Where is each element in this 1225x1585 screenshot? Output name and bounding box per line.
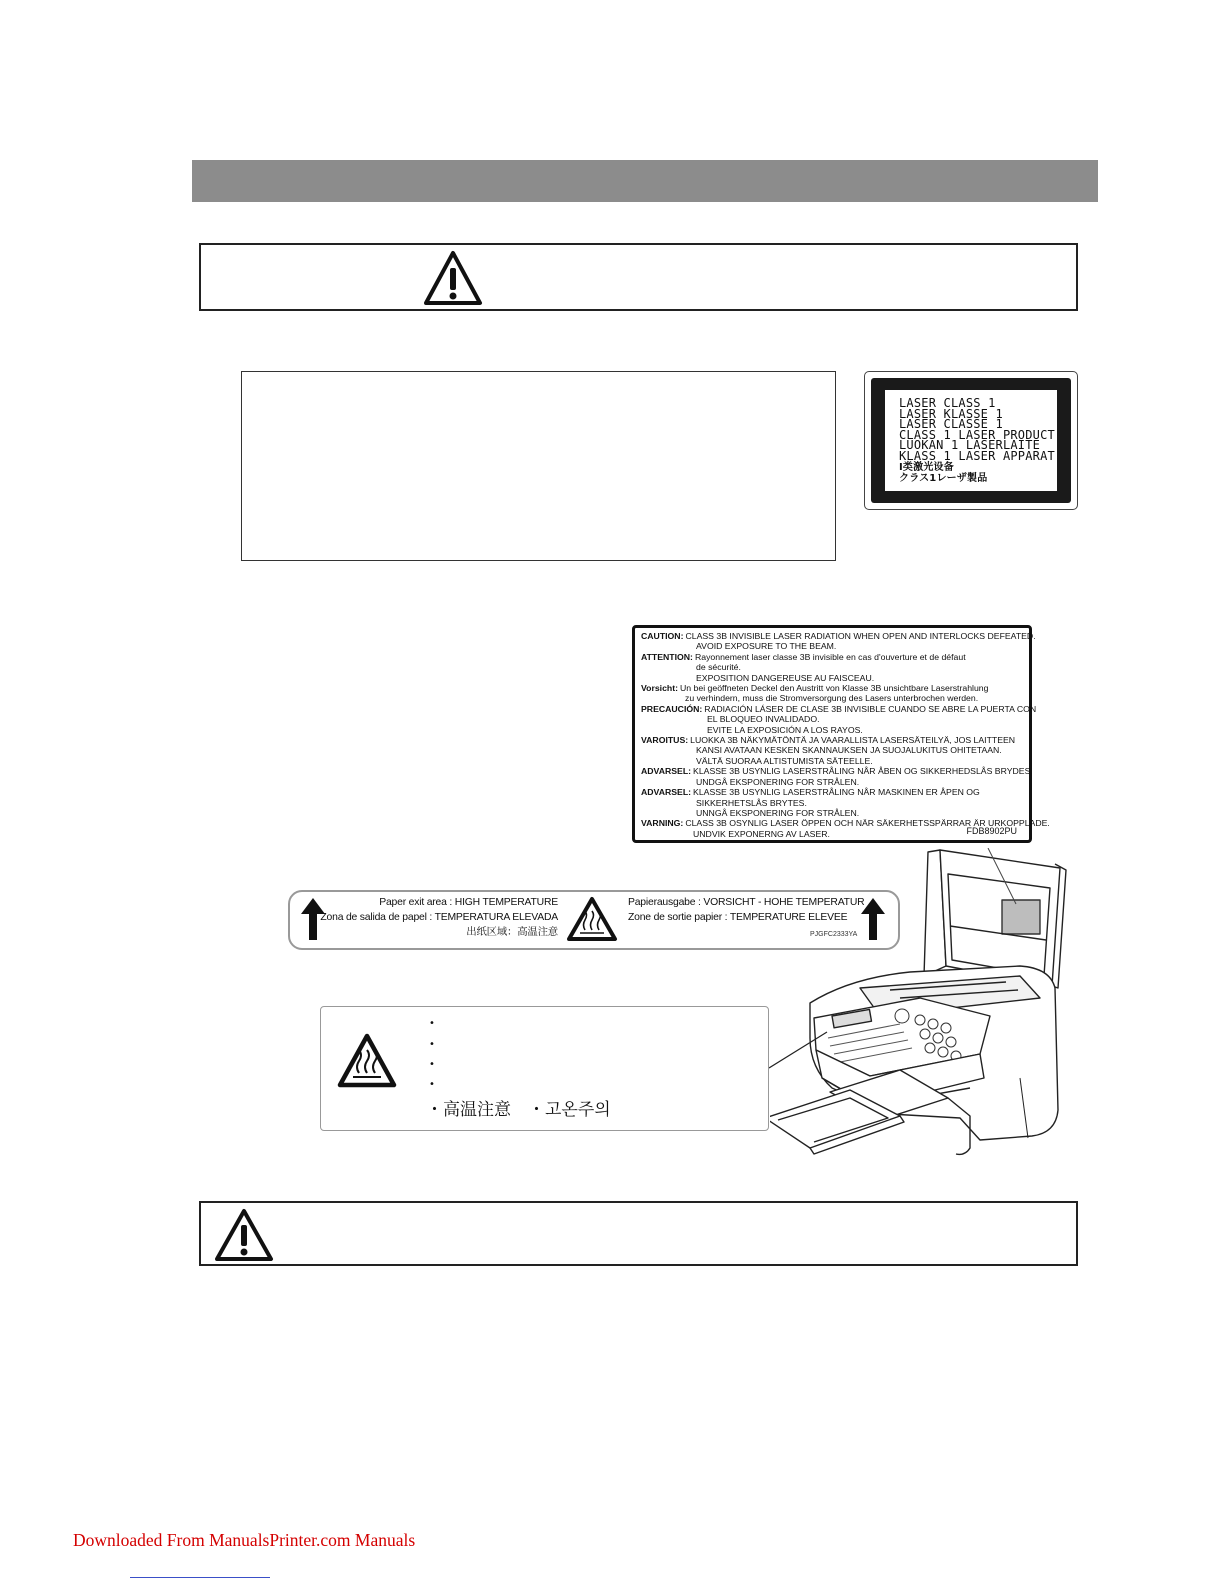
bullet-point: • (429, 1079, 435, 1090)
caution-text: Un bei geöffneten Deckel den Austritt von Klasse 3B unsichtbare Laserstrahlung (680, 683, 989, 694)
laser-notice-frame (241, 371, 836, 561)
laser-class-line: LUOKAN 1 LASERLAITE (899, 438, 1041, 453)
paper-exit-line: Zone de sortie papier : TEMPERATURE ELEVEE (628, 912, 848, 923)
paper-exit-label-code: PJGFC2333YA (810, 931, 858, 938)
caution-key: Vorsicht: (641, 683, 679, 694)
paper-exit-text-right (628, 895, 864, 925)
hot-label-connector-line (769, 1030, 829, 1070)
hot-surface-cjk-text: ・高温注意 ・고온주의 (426, 1100, 611, 1120)
caution-text: UNDVIK EXPONERNG AV LASER. (693, 828, 830, 839)
hot-surface-warning-icon (337, 1033, 397, 1089)
hot-surface-label (320, 1006, 769, 1131)
caution-text: KLASSE 3B USYNLIG LASERSTRÅLING NÅR MASKINEN ER ÅPEN OG (693, 787, 980, 798)
caution-text: zu verhindern, muss die Stromversorgung des Lasers unterbrochen werden. (685, 693, 979, 704)
warning-triangle-icon (422, 249, 484, 307)
laser-class-line: CLASS 1 LASER PRODUCT (899, 427, 1055, 442)
caution-key: ADVARSEL: (641, 787, 692, 798)
caution-text: CLASS 3B OSYNLIG LASER ÖPPEN OCH NÄR SÄKERHETSSPÄRRAR ÄR URKOPPLADE. (685, 818, 1050, 829)
caution-text: LUOKKA 3B NÄKYMÄTÖNTÄ JA VAARALLISTA LASERSÄTEILYÄ, JOS LAITTEEN (690, 735, 1016, 746)
paper-exit-text-left (320, 895, 558, 940)
footer-underline (130, 1577, 270, 1578)
bullet-point: • (429, 1059, 435, 1070)
paper-exit-line: 出纸区域：高温注意 (466, 927, 558, 938)
paper-exit-temperature-label (288, 890, 900, 950)
caution-key: PRECAUCIÓN: (641, 703, 703, 714)
caution-text: de sécurité. (696, 662, 741, 673)
caution-label-code: FDB8902PU (966, 826, 1017, 836)
footer-download-link[interactable]: Downloaded From ManualsPrinter.com Manuals (73, 1530, 416, 1550)
caution-text: CLASS 3B INVISIBLE LASER RADIATION WHEN OPEN AND INTERLOCKS DEFEATED. (685, 631, 1036, 641)
laser-class-label-text (885, 390, 1057, 491)
laser-class-line: LASER CLASSE 1 (899, 417, 1003, 432)
section-header-bar (192, 160, 1098, 202)
up-arrow-icon (860, 897, 886, 941)
warning-box-top (199, 243, 1078, 311)
caution-text: KANSI AVATAAN KESKEN SKANNAUKSEN JA SUOJALUKITUS OHITETAAN. (696, 745, 1002, 756)
laser-class-line: LASER CLASS 1 (899, 396, 996, 410)
caution-key: VAROITUS: (641, 735, 689, 746)
laser-class-line: Ⅰ类激光设备 (899, 461, 954, 473)
hot-surface-warning-icon (566, 896, 618, 942)
caution-text: Rayonnement laser classe 3B invisible en cas d'ouverture et de défaut (694, 651, 966, 662)
caution-text: SIKKERHETSLÅS BRYTES. (696, 797, 807, 808)
warning-triangle-icon (213, 1207, 275, 1263)
paper-exit-line: Zona de salida de papel : TEMPERATURA ELEVADA (320, 912, 558, 923)
caution-text: UNDGÅ EKSPONERING FOR STRÅLEN. (696, 776, 860, 787)
laser-class-line: クラス1レーザ製品 (899, 472, 988, 484)
caution-text: EL BLOQUEO INVALIDADO. (707, 714, 820, 725)
laser-class-line: LASER KLASSE 1 (899, 406, 1003, 421)
caution-text: VÄLTÄ SUORAA ALTISTUMISTA SÄTEELLE. (696, 755, 873, 766)
bullet-point: • (429, 1018, 435, 1029)
caution-text: RADIACIÓN LÁSER DE CLASE 3B INVISIBLE CUANDO SE ABRE LA PUERTA CON (704, 703, 1037, 714)
caution-text: AVOID EXPOSURE TO THE BEAM. (696, 641, 837, 652)
bullet-point: • (429, 1039, 435, 1050)
caution-key: ATTENTION: (641, 651, 693, 662)
caution-key: CAUTION: (641, 631, 684, 641)
caution-text: EXPOSITION DANGEREUSE AU FAISCEAU. (696, 672, 875, 683)
warning-box-bottom (199, 1201, 1078, 1266)
laser-class-label (864, 371, 1078, 510)
caution-text: UNNGÅ EKSPONERING FOR STRÅLEN. (696, 807, 860, 818)
caution-text: KLASSE 3B USYNLIG LASERSTRÅLING NÅR ÅBEN OG SIKKERHEDSLÅS BRYDES. (693, 766, 1033, 777)
paper-exit-line: Paper exit area : HIGH TEMPERATURE (379, 897, 558, 908)
caution-text: EVITE LA EXPOSICIÓN A LOS RAYOS. (707, 724, 863, 735)
laser-caution-label (632, 625, 1050, 843)
laser-class-line: KLASS 1 LASER APPARAT (899, 448, 1055, 463)
paper-exit-line: Papierausgabe : VORSICHT - HOHE TEMPERATUR (628, 897, 865, 908)
caution-key: VARNING: (641, 818, 684, 829)
caution-key: ADVARSEL: (641, 766, 692, 777)
